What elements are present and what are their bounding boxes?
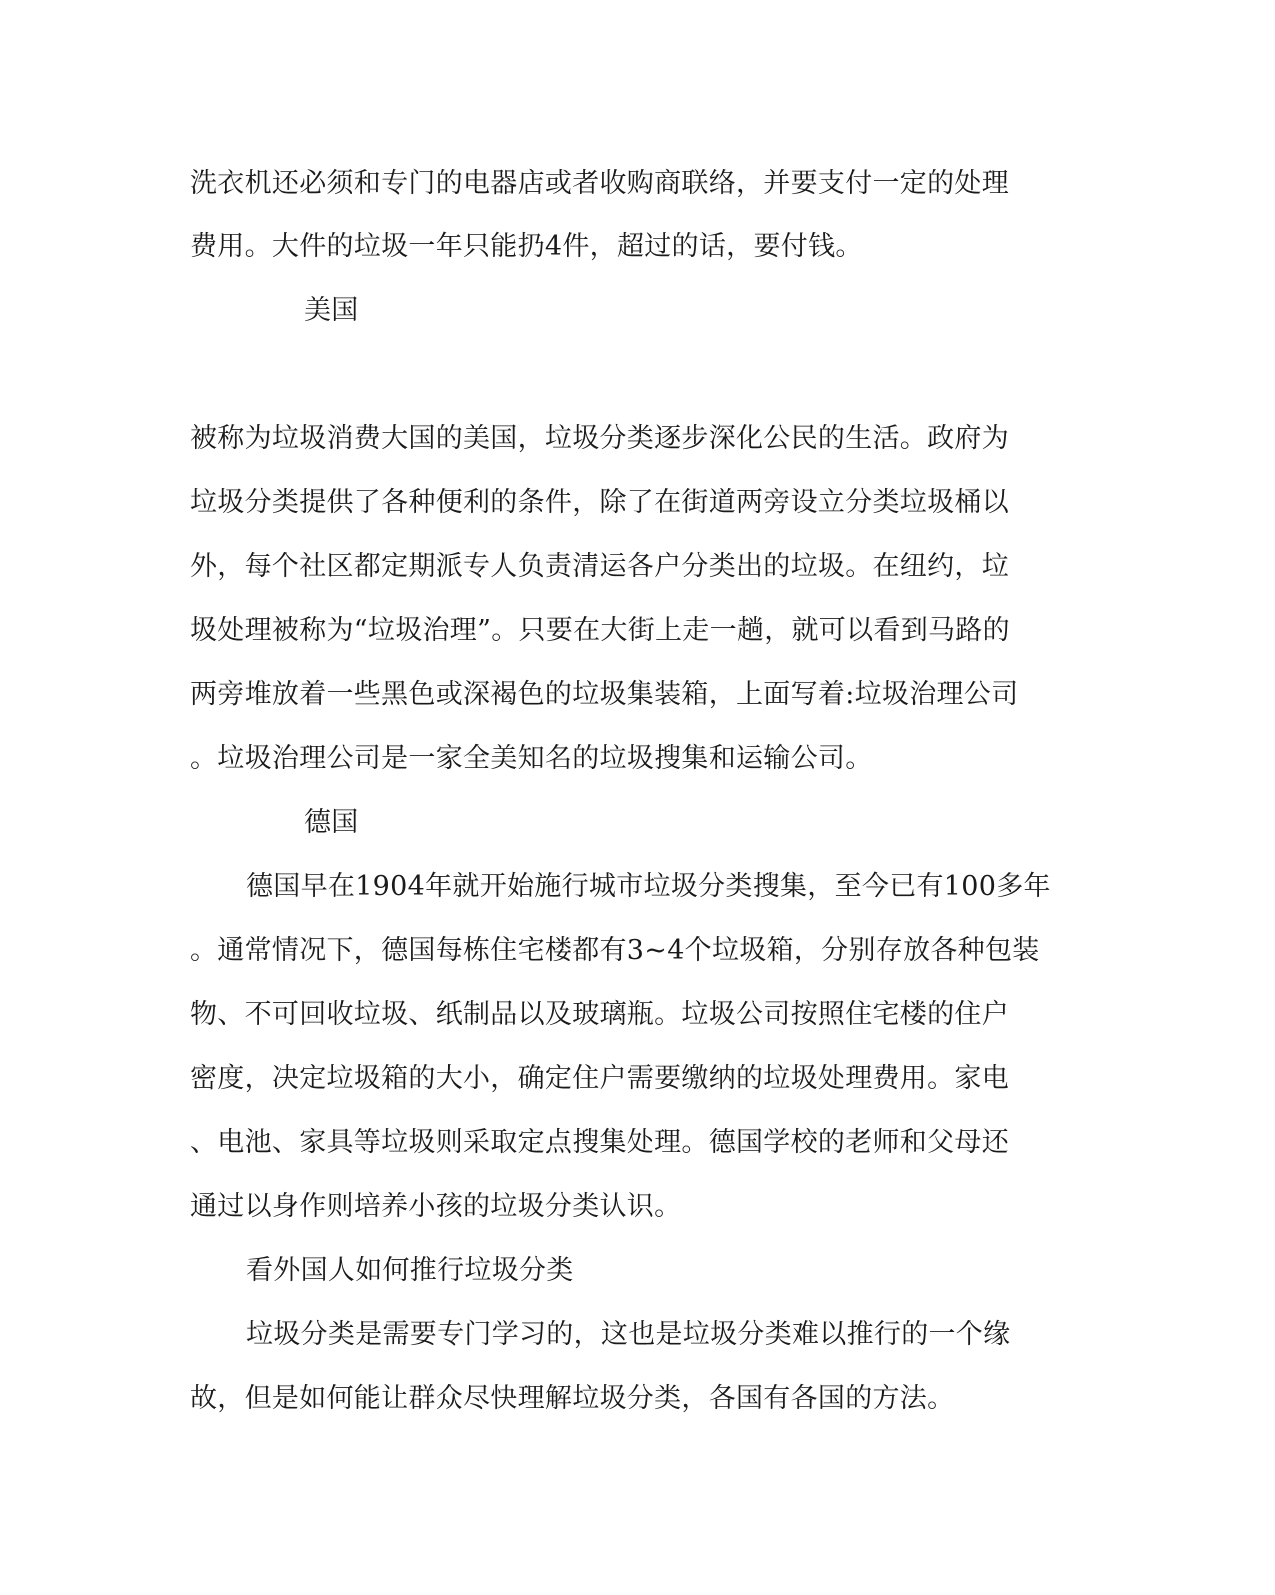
text-line: 洗衣机还必须和专门的电器店或者收购商联络，并要支付一定的处理 <box>190 168 1009 199</box>
text-line: 、电池、家具等垃圾则采取定点搜集处理。德国学校的老师和父母还 <box>190 1127 1009 1158</box>
text-line: 圾处理被称为“垃圾治理”。只要在大街上走一趟，就可以看到马路的 <box>190 615 1010 646</box>
text-line: 费用。大件的垃圾一年只能扔4件，超过的话，要付钱。 <box>190 231 863 262</box>
text-line: 故，但是如何能让群众尽快理解垃圾分类，各国有各国的方法。 <box>190 1383 955 1414</box>
text-line: 被称为垃圾消费大国的美国，垃圾分类逐步深化公民的生活。政府为 <box>190 423 1009 454</box>
section-heading-foreign: 看外国人如何推行垃圾分类 <box>246 1255 574 1286</box>
text-line: 外，每个社区都定期派专人负责清运各户分类出的垃圾。在纽约，垃 <box>190 551 1009 582</box>
text-line: 垃圾分类是需要专门学习的，这也是垃圾分类难以推行的一个缘 <box>246 1319 1011 1350</box>
section-heading-germany: 德国 <box>304 807 359 838</box>
text-line: 。通常情况下，德国每栋住宅楼都有3~4个垃圾箱，分别存放各种包装 <box>190 935 1040 966</box>
text-line: 物、不可回收垃圾、纸制品以及玻璃瓶。垃圾公司按照住宅楼的住户 <box>190 999 1009 1030</box>
text-line: 通过以身作则培养小孩的垃圾分类认识。 <box>190 1191 682 1222</box>
text-line: 两旁堆放着一些黑色或深褐色的垃圾集装箱，上面写着:垃圾治理公司 <box>190 679 1019 710</box>
section-heading-usa: 美国 <box>304 295 359 326</box>
text-line: 垃圾分类提供了各种便利的条件，除了在街道两旁设立分类垃圾桶以 <box>190 487 1009 518</box>
text-line: 密度，决定垃圾箱的大小，确定住户需要缴纳的垃圾处理费用。家电 <box>190 1063 1009 1094</box>
text-line: 德国早在1904年就开始施行城市垃圾分类搜集，至今已有100多年 <box>246 871 1051 902</box>
text-line: 。垃圾治理公司是一家全美知名的垃圾搜集和运输公司。 <box>190 743 873 774</box>
